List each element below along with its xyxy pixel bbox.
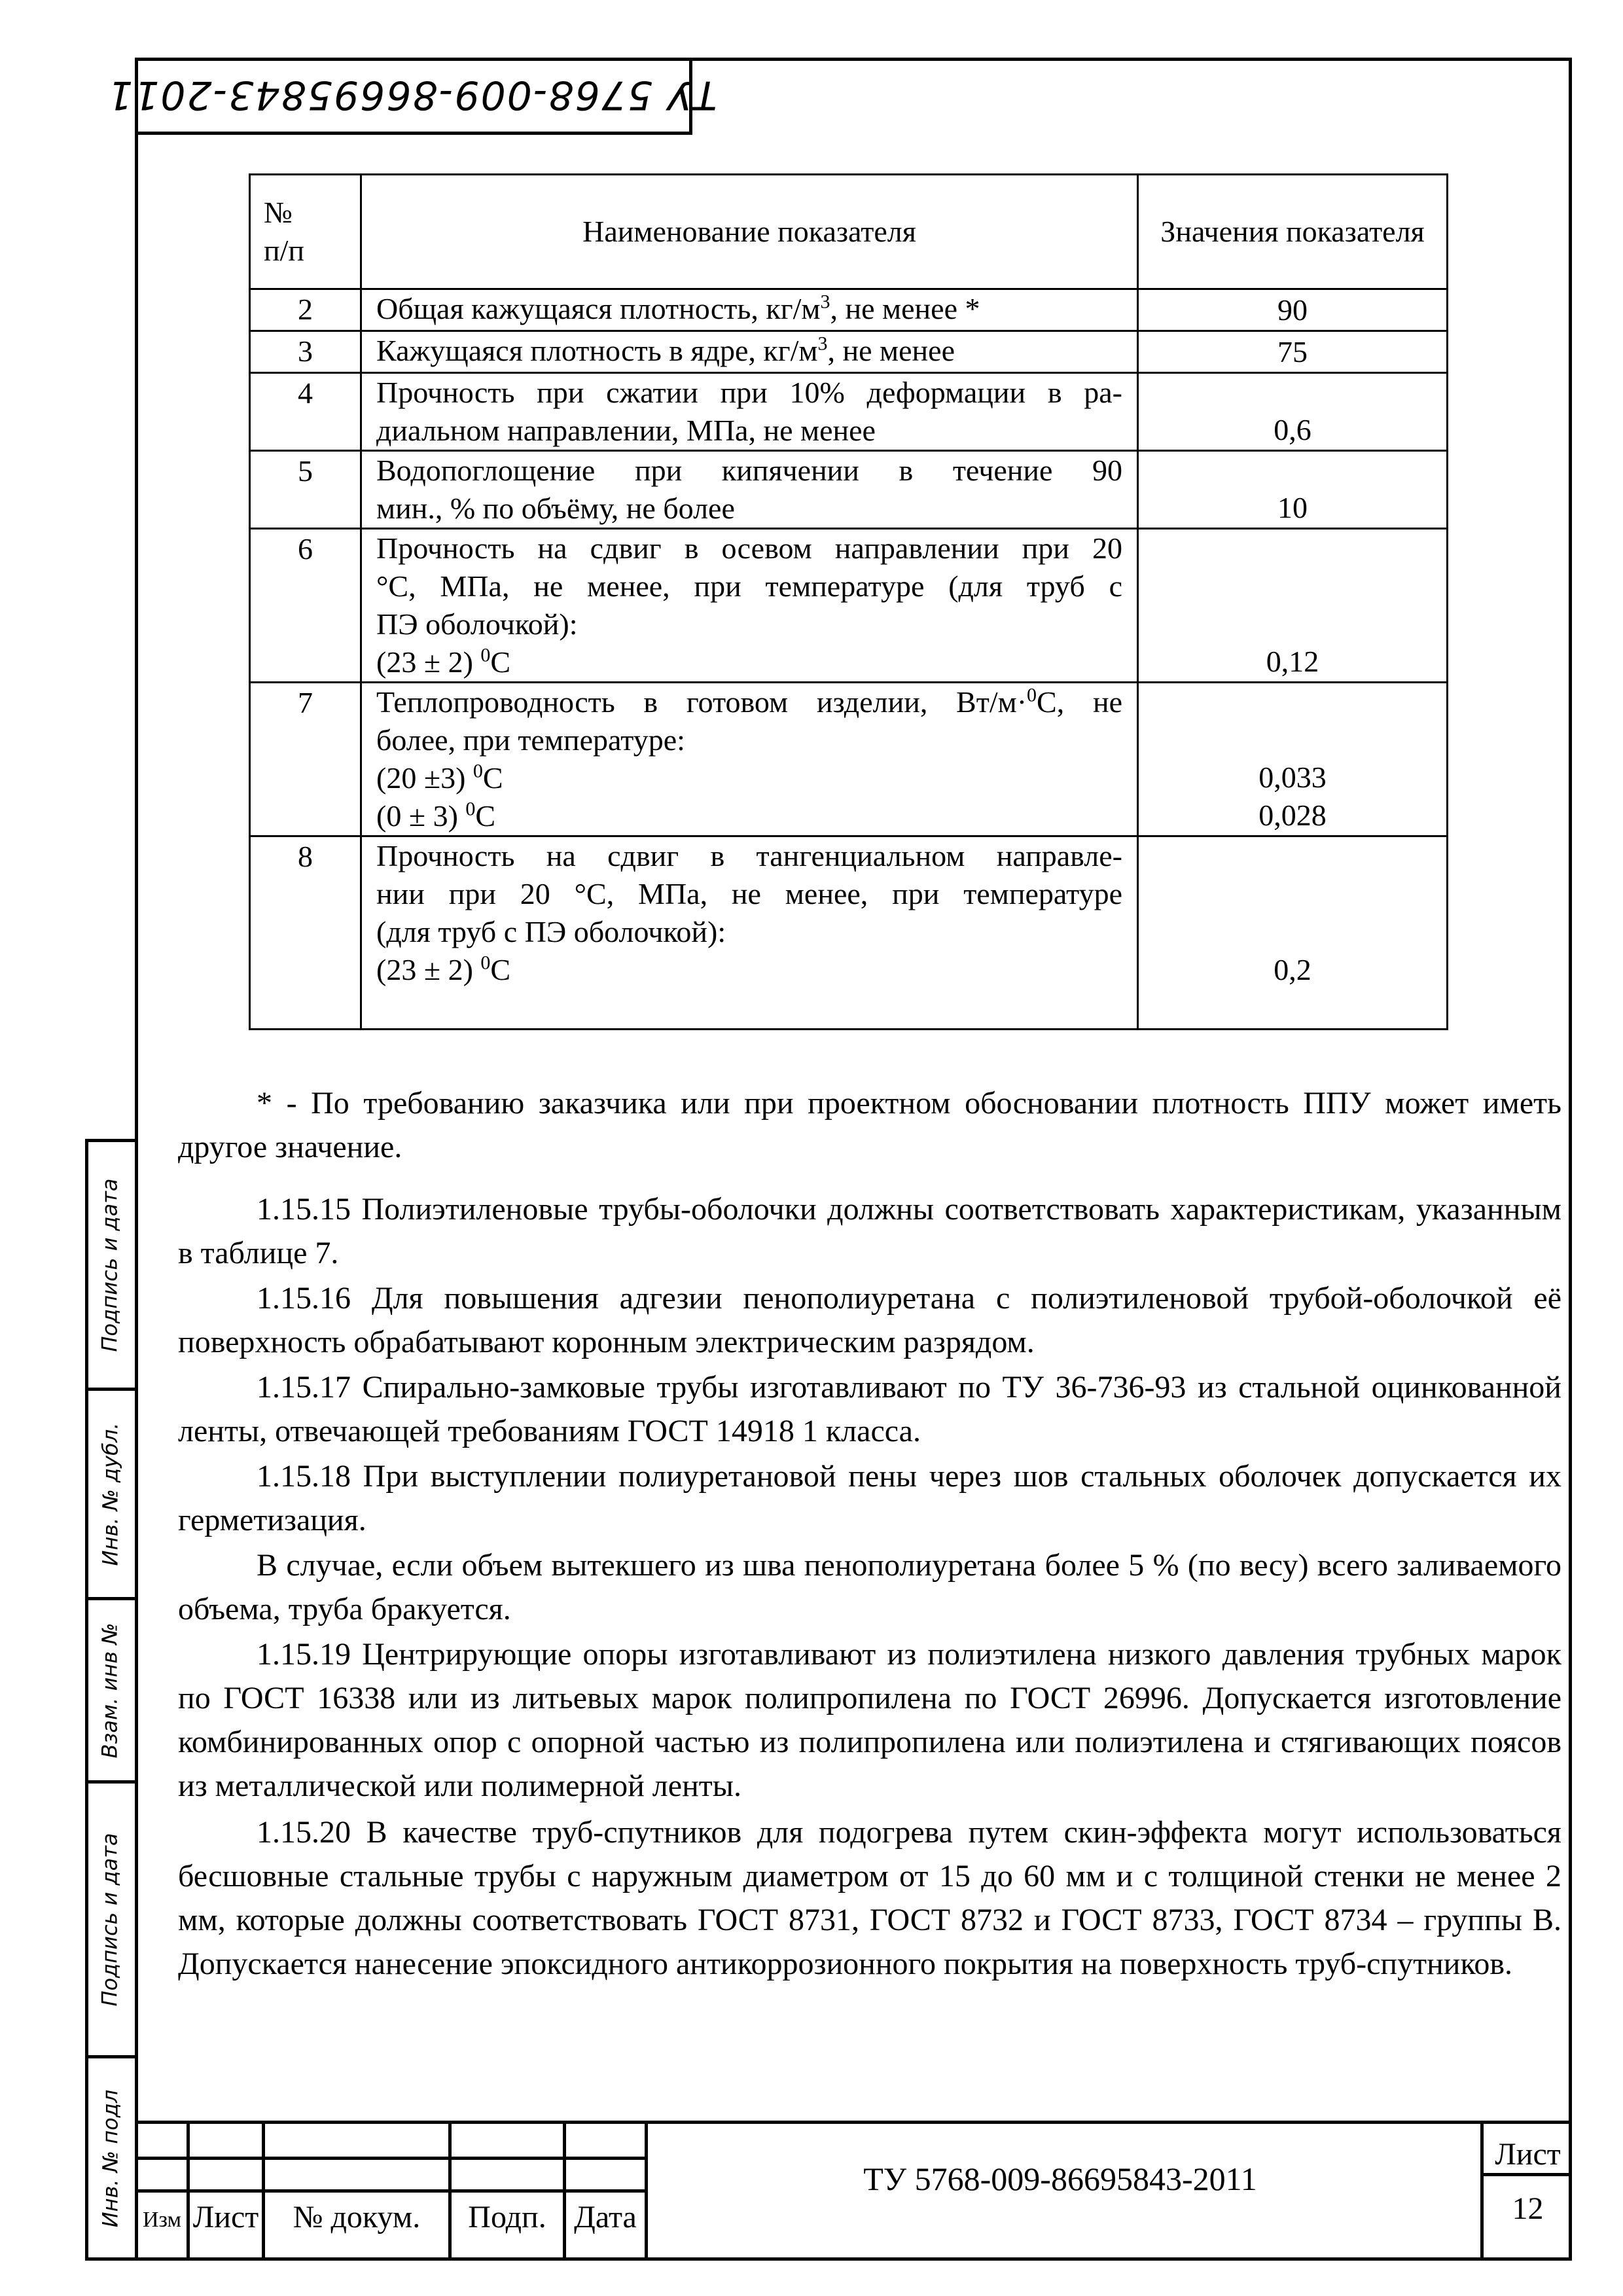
table-header-row [250, 175, 1448, 289]
title-block-col-line [187, 2121, 190, 2261]
row-num: 3 [250, 331, 361, 373]
col-header-value: Значения показателя [1138, 175, 1448, 289]
strip-cell-inv-podl: Инв. № подл [98, 2089, 122, 2227]
paragraph-1-15-16: 1.15.16 Для повышения адгезии пенополиуретана с полиэтиленовой трубой-оболочкой её поверхность обрабатывают коронным электрическим разрядом. [178, 1281, 1561, 1359]
strip-cell-signature-date-1: Подпись и дата [98, 1177, 122, 1352]
row-value: 0,12 [1138, 529, 1448, 683]
row-value: 90 [1138, 289, 1448, 331]
row-name: Прочность на сдвиг в осевом направлении при 20 °С, МПа, не менее, при температуре (для труб с ПЭ оболочкой): (23 ± 2) $^0$С [361, 529, 1138, 683]
title-block-top-line [135, 2121, 1572, 2124]
strip-cell-vzam-inv: Взам. инв № [98, 1622, 122, 1759]
strip-cell-signature-date-2: Подпись и дата [98, 1832, 122, 2007]
table-row [250, 451, 1448, 529]
table-row [250, 373, 1448, 451]
label-doc-num: № докум. [293, 2200, 421, 2234]
row-num: 7 [250, 683, 361, 836]
label-list: Лист [192, 2200, 259, 2234]
sheet-number: 12 [1512, 2191, 1544, 2226]
paragraph-1-15-18-b: В случае, если объем вытекшего из шва пенополиуретана более 5 % (по весу) всего заливаемого объема, труба бракуется. [178, 1548, 1561, 1626]
row-value: 75 [1138, 331, 1448, 373]
paragraph-1-15-20: 1.15.20 В качестве труб-спутников для подогрева путем скин-эффекта могут использоваться бесшовные стальные трубы с наружным диаметром от 15 до 60 мм и с толщиной стенки не менее 2 мм, которые должны соответствовать ГОСТ 8731, ГОСТ 8732 и ГОСТ 8733, ГОСТ 8734 – группы В. Допускается нанесение эпоксидного антикоррозионного покрытия на поверхность труб-спутников. [178, 1815, 1561, 1981]
label-izm: Изм [142, 2208, 182, 2232]
table-row [250, 331, 1448, 373]
label-sheet: Лист [1495, 2137, 1561, 2172]
row-name: Теплопроводность в готовом изделии, Вт/м·$^0$С, не более, при температуре: (20 ±3) $^0$С (0 ± 3) $^0$С [361, 683, 1138, 836]
title-block-row-line [135, 2189, 645, 2193]
spec-table [249, 173, 1448, 1030]
row-value: 0,033 0,028 [1138, 683, 1448, 836]
table-row [250, 836, 1448, 1030]
paragraph-1-15-19: 1.15.19 Центрирующие опоры изготавливают из полиэтилена низкого давления трубных марок по ГОСТ 16338 или из литьевых марок полипропилена по ГОСТ 26996. Допускается изготовление комбинированных опор с опорной частью из полипропилена или полиэтилена и стягивающих поясов из металлической или полимерной ленты. [178, 1637, 1561, 1803]
strip-cell-inv-dubl: Инв. № дубл. [98, 1422, 122, 1566]
footnote-paragraph: * - По требованию заказчика или при проектном обосновании плотность ППУ может иметь другое значение. [178, 1086, 1561, 1164]
row-num: 8 [250, 836, 361, 1030]
header-doc-code: ТУ 5768-009-86695843-2011 [107, 71, 717, 118]
label-data: Дата [574, 2200, 637, 2234]
title-block-row-line [135, 2157, 645, 2160]
row-num: 4 [250, 373, 361, 451]
title-block-col-line [448, 2121, 452, 2261]
label-podp: Подп. [468, 2200, 546, 2234]
row-name: Водопоглощение при кипячении в течение 90 мин., % по объёму, не более [361, 451, 1138, 529]
paragraph-1-15-15: 1.15.15 Полиэтиленовые трубы-оболочки должны соответствовать характеристикам, указанным в таблице 7. [178, 1192, 1561, 1270]
title-block-col-line [262, 2121, 265, 2261]
row-value: 10 [1138, 451, 1448, 529]
row-num: 5 [250, 451, 361, 529]
paragraph-1-15-17: 1.15.17 Спирально-замковые трубы изготавливают по ТУ 36-736-93 из стальной оцинкованной ленты, отвечающей требованиям ГОСТ 14918 1 класса. [178, 1370, 1561, 1448]
row-num: 6 [250, 529, 361, 683]
row-value: 0,2 [1138, 836, 1448, 1030]
row-name: Кажущаяся плотность в ядре, $кг/м^3$, не менее [361, 331, 1138, 373]
row-name: Прочность при сжатии при 10% деформации в ра- диальном направлении, МПа, не менее [361, 373, 1138, 451]
col-header-num-line1: № [264, 196, 293, 229]
col-header-name: Наименование показателя [361, 175, 1138, 289]
col-header-num [250, 175, 361, 289]
title-block-doc-code: ТУ 5768-009-86695843-2011 [863, 2161, 1257, 2197]
paragraph-1-15-18: 1.15.18 При выступлении полиуретановой пены через шов стальных оболочек допускается их герметизация. [178, 1459, 1561, 1537]
table-row [250, 529, 1448, 683]
header-code-box [107, 58, 717, 135]
table-row [250, 683, 1448, 836]
row-name: Прочность на сдвиг в тангенциальном направле- нии при 20 °С, МПа, не менее, при температуре (для труб с ПЭ оболочкой): (23 ± 2) $^0$С [361, 836, 1138, 1030]
col-header-num-line2: п/п [264, 234, 305, 267]
row-name: Общая кажущаяся плотность, $кг/м^3$, не менее * [361, 289, 1138, 331]
row-num: 2 [250, 289, 361, 331]
table-row [250, 289, 1448, 331]
row-value: 0,6 [1138, 373, 1448, 451]
title-block-col-line [563, 2121, 566, 2261]
